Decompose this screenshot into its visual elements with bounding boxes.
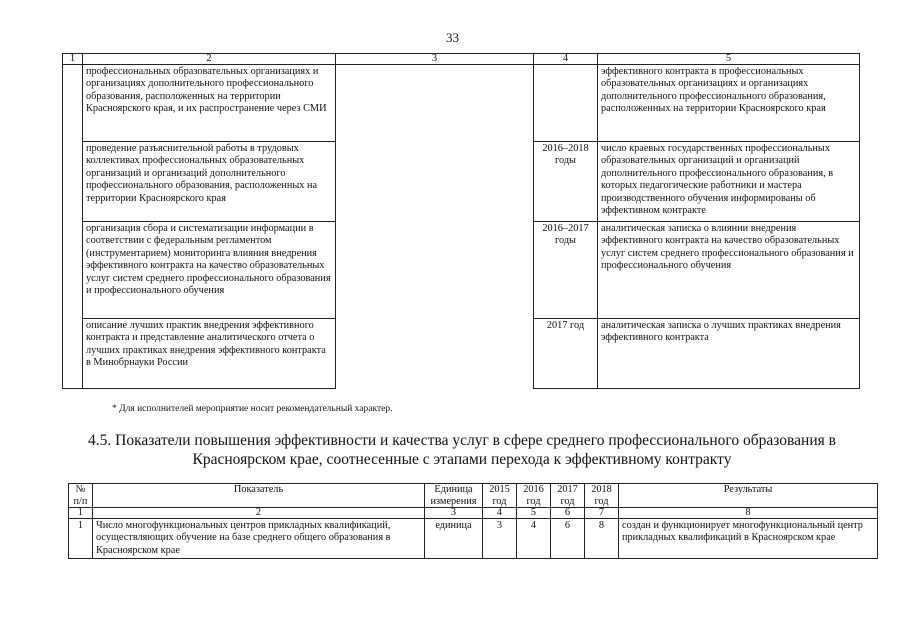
header-year-2017: 2017 год: [551, 484, 585, 508]
measure-period: 2016–2017 годы: [534, 222, 598, 319]
table-header: [69, 484, 878, 508]
table-header-numbers: [69, 508, 878, 519]
header-year-2015: 2015 год: [483, 484, 517, 508]
col-number: 1: [69, 508, 93, 519]
table-header-numbers: [63, 54, 860, 65]
page-number: 33: [446, 30, 459, 45]
col-number: 2: [93, 508, 425, 519]
header-year-2016: 2016 год: [517, 484, 551, 508]
col-number: 7: [585, 508, 619, 519]
header-results: Результаты: [619, 484, 878, 508]
header-unit: Единица измерения: [425, 484, 483, 508]
col-number: 3: [425, 508, 483, 519]
header-year-2018: 2018 год: [585, 484, 619, 508]
indicator-results: создан и функционирует многофункциональный центр прикладных квалификаций в Красноярском крае: [619, 519, 878, 559]
measure-result: аналитическая записка о влиянии внедрения эффективного контракта на качество образовательных услуг систем среднего профессионального образования и профессионального обучения: [598, 222, 860, 319]
header-num: № п/п: [69, 484, 93, 508]
col-number: 6: [551, 508, 585, 519]
measure-result: число краевых государственных профессиональных образовательных организаций и организаций дополнительного профессионального образования, в которых педагогические работники и мастера производственного обучения информированы об эффективном контракте: [598, 142, 860, 222]
measure-period: 2017 год: [534, 319, 598, 389]
value-2018: 8: [585, 519, 619, 559]
value-2017: 6: [551, 519, 585, 559]
measure-result: аналитическая записка о лучших практиках внедрения эффективного контракта: [598, 319, 860, 389]
col-number: 4: [483, 508, 517, 519]
section-title: 4.5. Показатели повышения эффективности и качества услуг в сфере среднего профессионального образования в Красноярском крае, соотнесенные с этапами перехода к эффективному контракту: [88, 432, 836, 468]
measure-result: эффективного контракта в профессиональных образовательных организациях и организациях дополнительного профессионального образования, расположенных на территории Красноярского края: [598, 65, 860, 142]
indicator-unit: единица: [425, 519, 483, 559]
col-number: 8: [619, 508, 878, 519]
table-cell-col1: [63, 65, 83, 389]
measure-description: профессиональных образовательных организациях и организациях дополнительного профессионального образования, расположенных на территории Красноярского края, и их распространение через СМИ: [83, 65, 336, 142]
table-row: [63, 65, 860, 142]
executor-cell: [336, 65, 534, 389]
table-row: [69, 519, 878, 559]
indicator-name: Число многофункциональных центров прикладных квалификаций, осуществляющих обучение на базе среднего общего образования в Красноярском крае: [93, 519, 425, 559]
col-number: 4: [534, 54, 598, 65]
measure-description: проведение разъяснительной работы в трудовых коллективах профессиональных образовательных организаций и организаций дополнительного профессионального образования, расположенных на территории Красноярского края: [83, 142, 336, 222]
measure-description: организация сбора и систематизации информации в соответствии с федеральным регламентом (инструментарием) мониторинга влияния внедрения эффективного контракта на качество образовательных услуг систем среднего профессионального образования и профессионального обучения: [83, 222, 336, 319]
value-2016: 4: [517, 519, 551, 559]
value-2015: 3: [483, 519, 517, 559]
col-number: 5: [517, 508, 551, 519]
measure-period: [534, 65, 598, 142]
measure-period: 2016–2018 годы: [534, 142, 598, 222]
measures-table: [62, 53, 860, 389]
row-number: 1: [69, 519, 93, 559]
col-number: 5: [598, 54, 860, 65]
col-number: 2: [83, 54, 336, 65]
indicators-table: [68, 483, 878, 559]
header-indicator: Показатель: [93, 484, 425, 508]
col-number: 1: [63, 54, 83, 65]
measure-description: описание лучших практик внедрения эффективного контракта и представление аналитического отчета о лучших практиках внедрения эффективного контракта в Минобрнауки России: [83, 319, 336, 389]
col-number: 3: [336, 54, 534, 65]
footnote: * Для исполнителей мероприятие носит рекомендательный характер.: [112, 404, 393, 414]
